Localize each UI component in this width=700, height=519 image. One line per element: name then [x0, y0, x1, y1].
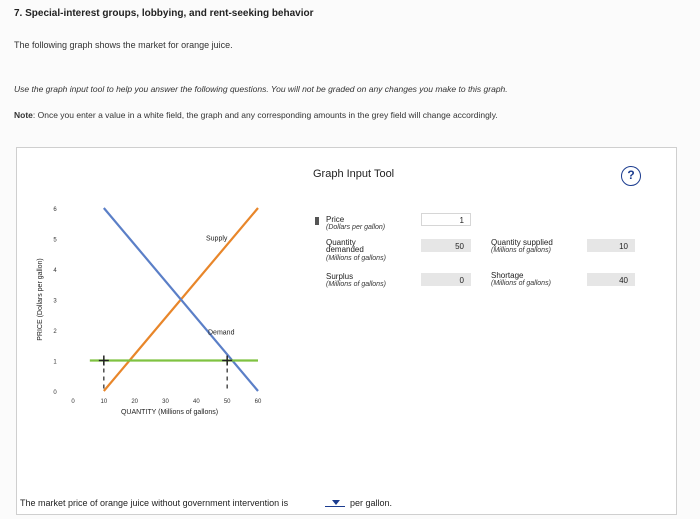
chevron-down-icon[interactable]	[332, 500, 340, 505]
x-tick-label: 40	[192, 399, 200, 405]
note-label: Note	[14, 110, 33, 120]
quantity-demanded-unit: (Millions of gallons)	[326, 255, 386, 262]
x-tick-label: 20	[131, 399, 139, 405]
question-title: 7. Special-interest groups, lobbying, and rent-seeking behavior	[14, 8, 314, 19]
price-label: Price	[326, 215, 345, 224]
y-axis-title: PRICE (Dollars per gallon)	[37, 258, 44, 341]
surplus-value: 0	[421, 273, 471, 286]
quantity-supplied-label: Quantity supplied	[491, 238, 553, 247]
drag-handle-icon[interactable]	[315, 217, 319, 225]
y-tick-label: 0	[53, 390, 57, 396]
shortage-label: Shortage	[491, 271, 524, 280]
question-text: The market price of orange juice without government intervention is	[20, 498, 289, 508]
x-tick-label: 30	[162, 399, 169, 405]
y-tick-label: 6	[53, 207, 57, 213]
quantity-demanded-value: 50	[421, 239, 471, 252]
surplus-label: Surplus	[326, 272, 354, 281]
x-tick-label: 50	[223, 399, 231, 405]
shortage-unit: (Millions of gallons)	[491, 280, 551, 287]
x-tick-label: 10	[100, 399, 108, 405]
quantity-demanded-label-2: demanded	[326, 245, 364, 254]
y-tick-label: 5	[53, 237, 57, 244]
shortage-value: 40	[587, 273, 635, 286]
intro-text: The following graph shows the market for orange juice.	[14, 40, 233, 50]
note-body: : Once you enter a value in a white field, the graph and any corresponding amounts in the grey field will change accordingly.	[32, 110, 498, 120]
supply-label: Supply	[206, 235, 228, 243]
instructions-text: Use the graph input tool to help you answer the following questions. You will not be graded on any changes you make to this graph.	[14, 84, 508, 94]
y-tick-label: 3	[53, 298, 57, 305]
y-tick-label: 4	[53, 268, 57, 274]
note-text	[14, 110, 498, 120]
quantity-demanded-label-1: Quantity	[326, 238, 356, 247]
quantity-supplied-value: 10	[587, 239, 635, 252]
help-icon[interactable]: ?	[621, 166, 641, 186]
price-unit: (Dollars per gallon)	[326, 224, 386, 231]
surplus-unit: (Millions of gallons)	[326, 281, 386, 288]
price-input[interactable]: 1	[421, 213, 471, 226]
x-axis-title: QUANTITY (Millions of gallons)	[120, 409, 219, 416]
question-suffix: per gallon.	[350, 498, 393, 508]
y-tick-label: 2	[53, 329, 57, 335]
y-tick-label: 1	[53, 359, 57, 366]
quantity-supplied-unit: (Millions of gallons)	[491, 247, 551, 254]
market-chart[interactable]	[17, 148, 297, 448]
graph-panel	[16, 147, 677, 515]
graph-input-tool-title: Graph Input Tool	[313, 168, 395, 180]
x-tick-label: 60	[254, 399, 262, 405]
demand-label: Demand	[208, 329, 235, 337]
x-tick-label: 0	[71, 399, 75, 405]
